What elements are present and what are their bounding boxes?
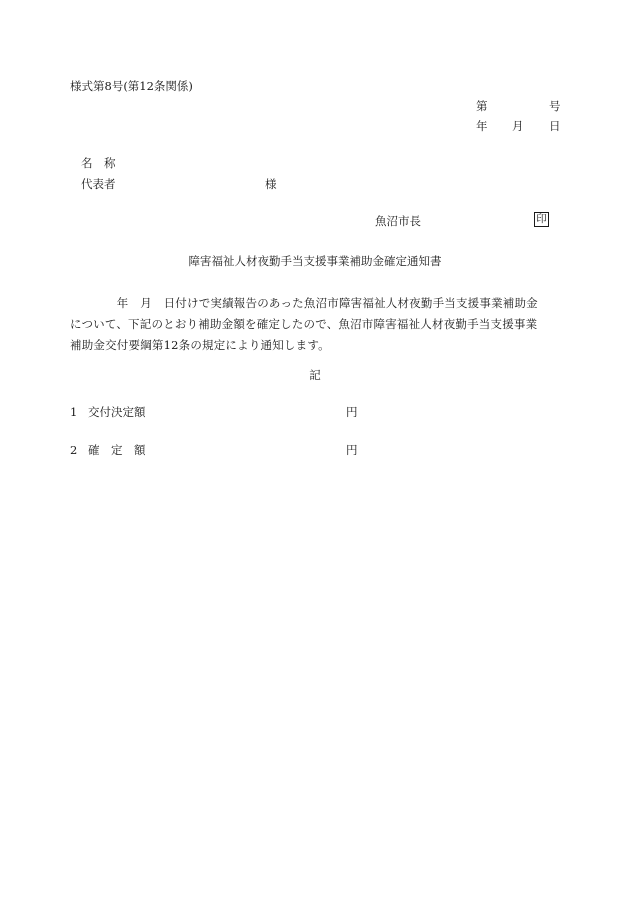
recipient-name-label: 名 称 — [81, 156, 116, 170]
date-day: 日 — [549, 119, 561, 133]
ki-heading: 記 — [309, 368, 321, 382]
number-suffix: 号 — [549, 99, 561, 113]
item-1-number: 1 — [70, 405, 78, 419]
recipient-honorific: 様 — [265, 177, 277, 191]
seal-mark: 印 — [534, 212, 549, 227]
item-2-number: 2 — [70, 443, 78, 457]
recipient-rep-label: 代表者 — [81, 177, 116, 191]
body-line-1: 年 月 日付けで実績報告のあった魚沼市障害福祉人材夜勤手当支援事業補助金 — [70, 296, 538, 310]
body-line-3: 補助金交付要綱第12条の規定により通知します。 — [70, 338, 330, 352]
form-label: 様式第8号(第12条関係) — [70, 79, 193, 93]
body-paragraph — [70, 293, 562, 356]
document-title: 障害福祉人材夜勤手当支援事業補助金確定通知書 — [188, 254, 442, 268]
number-prefix: 第 — [476, 99, 488, 113]
date-year: 年 — [476, 119, 488, 133]
body-line-2: について、下記のとおり補助金額を確定したので、魚沼市障害福祉人材夜勤手当支援事業 — [70, 317, 538, 331]
item-1-unit: 円 — [346, 405, 358, 419]
issuer-title: 魚沼市長 — [375, 214, 421, 228]
item-2-label: 確 定 額 — [88, 443, 146, 457]
item-2-unit: 円 — [346, 443, 358, 457]
date-month: 月 — [512, 119, 524, 133]
item-1-label: 交付決定額 — [88, 405, 146, 419]
